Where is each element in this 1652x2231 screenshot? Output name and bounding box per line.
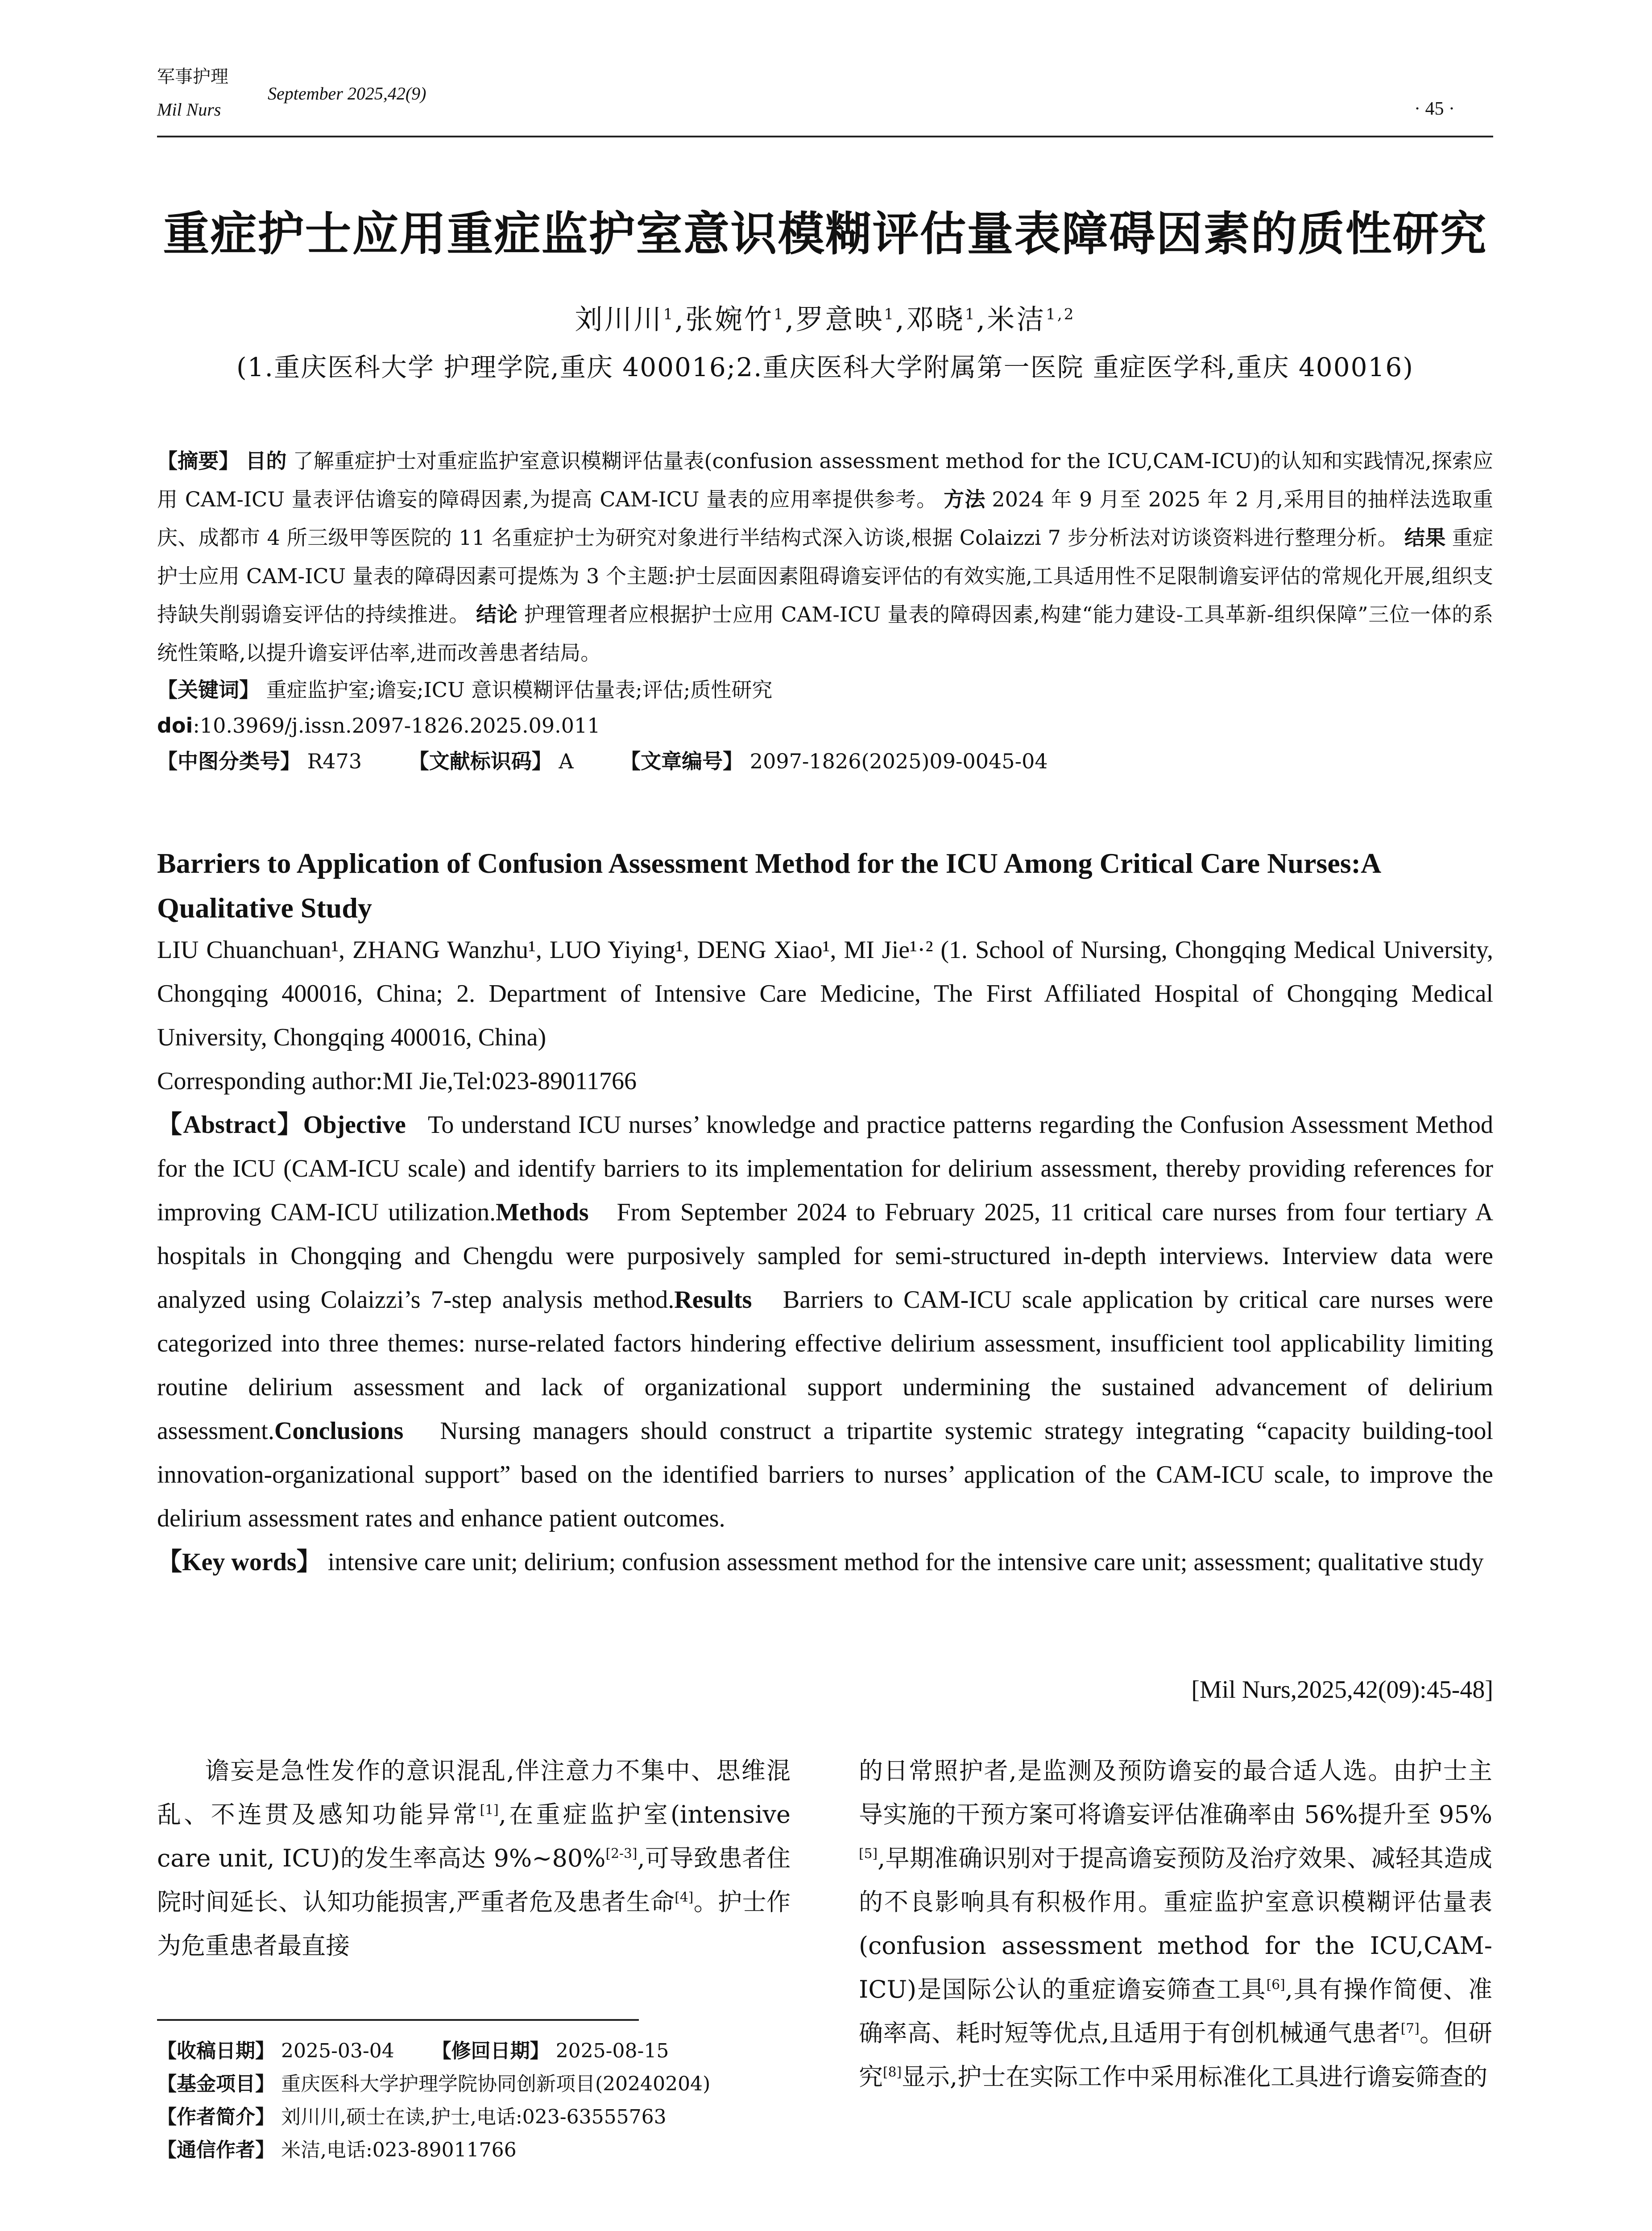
authors-cn: 刘川川$^1$,张婉竹$^1$,罗意映$^1$,邓晓$^1$,米洁$^{1,2}$ xyxy=(575,303,1076,336)
page-number: · 45 · xyxy=(1414,99,1455,119)
results-text: 重症护士应用 CAM-ICU 量表的障碍因素可提炼为 3 个主题:护士层面因素阻碍谵妄评估的有效实施,工具适用性不足限制谵妄评估的常规化开展,组织支持缺失削弱谵妄评估的持续推进。 xyxy=(157,526,1494,626)
authors-en: LIU Chuanchuan¹, ZHANG Wanzhu¹, LUO Yiying¹, DENG Xiao¹, MI Jie¹·² (1. School of Nursing, Chongqing Medical University, Chongqing 400016, China; 2. Department of Intensive Care Medicine, The First Affiliated Hospital of Chongqing Medical University, Chongqing 400016, China) xyxy=(157,936,1493,1051)
article-number-value: 2097-1826(2025)09-0045-04 xyxy=(749,749,1048,773)
footnote-dates xyxy=(157,2035,804,2068)
citation-ref: [7] xyxy=(1400,2021,1420,2036)
author-name: 罗意映 xyxy=(795,303,884,336)
footnote-rule xyxy=(157,2019,639,2021)
article-number-label: 【文章编号】 xyxy=(620,749,744,773)
keywords-en-label: 【Key words】 xyxy=(157,1548,322,1576)
doi-line xyxy=(157,708,1493,743)
affiliations-cn: (1.重庆医科大学 护理学院,重庆 400016;2.重庆医科大学附属第一医院 重症医学科,重庆 400016) xyxy=(236,352,1414,382)
body-text: 谵妄是急性发作的意识混乱,伴注意力不集中、思维混乱、不连贯及感知功能异常 xyxy=(157,1757,791,1829)
citation: [Mil Nurs,2025,42(09):45-48] xyxy=(1191,1676,1493,1704)
doc-code-value: A xyxy=(559,749,574,773)
body-text: ,具有操作简便、准确率高、耗时短等优点,且适用于有创机械通气患者 xyxy=(859,1975,1492,2047)
methods-text: 2024 年 9 月至 2025 年 2 月,采用目的抽样法选取重庆、成都市 4 所三级甲等医院的 11 名重症护士为研究对象进行半结构式深入访谈,根据 Colaizzi 7 步分析法对访谈资料进行整理分析。 xyxy=(157,487,1494,550)
keywords-en-text: intensive care unit; delirium; confusion assessment method for the intensive care unit; assessment; qualitative study xyxy=(327,1548,1484,1576)
conclusion-label: 结论 xyxy=(476,602,518,626)
journal-name-cn: 军事护理 xyxy=(157,66,228,87)
keywords-cn xyxy=(157,672,1493,708)
clc-value: R473 xyxy=(307,749,362,773)
methods-en-label: Methods xyxy=(496,1198,589,1226)
author-name: 刘川川 xyxy=(575,303,663,336)
objective-text: 了解重症护士对重症监护室意识模糊评估量表(confusion assessment method for the ICU,CAM-ICU)的认知和实践情况,探索应用 CAM-ICU 量表评估谵妄的障碍因素,为提高 CAM-ICU 量表的应用率提供参考。 xyxy=(157,449,1494,511)
abstract-label: 【摘要】 xyxy=(157,449,240,473)
abstract-en xyxy=(157,1103,1493,1584)
corresponding-text: 米洁,电话:023-89011766 xyxy=(281,2139,517,2161)
received-date: 2025-03-04 xyxy=(281,2040,394,2062)
conclusions-en-text: Nursing managers should construct a tripartite systemic strategy integrating “capacity building-tool innovation-organizational support” based on the identified barriers to nurses’ application of the CAM-ICU scale, to improve the delirium assessment rates and enhance patient outcomes. xyxy=(157,1417,1493,1532)
keywords-en xyxy=(157,1540,1493,1584)
objective-label: 目的 xyxy=(245,449,287,473)
journal-name-en: Mil Nurs xyxy=(157,100,221,120)
keywords-text: 重症监护室;谵妄;ICU 意识模糊评估量表;评估;质性研究 xyxy=(266,678,773,702)
conclusions-en-label: Conclusions xyxy=(274,1417,404,1445)
received-label: 【收稿日期】 xyxy=(157,2040,275,2062)
results-en-text: Barriers to CAM-ICU scale application by critical care nurses were categorized into three themes: nurse-related factors hindering effective delirium assessment, insufficient tool applicability limiting routine delirium assessment and lack of organizational support undermining the sustained advancement of delirium assessment. xyxy=(157,1286,1493,1445)
author-bio-text: 刘川川,硕士在读,护士,电话:023-63555763 xyxy=(281,2106,667,2128)
body-text: 。但研究 xyxy=(859,2019,1492,2091)
author-name: 张婉竹 xyxy=(685,303,774,336)
doc-code-label: 【文献标识码】 xyxy=(408,749,552,773)
author-affil-sup: 1 xyxy=(773,305,785,323)
author-name: 邓晓 xyxy=(906,303,965,336)
corresponding-label: 【通信作者】 xyxy=(157,2139,275,2161)
revised-label: 【修回日期】 xyxy=(431,2040,550,2062)
results-label: 结果 xyxy=(1404,526,1446,550)
doi-label: doi xyxy=(157,713,193,738)
issue-info: September 2025,42(9) xyxy=(268,83,426,104)
body-text: 的日常照护者,是监测及预防谵妄的最合适人选。由护士主导实施的干预方案可将谵妄评估准确率由 56%提升至 95% xyxy=(859,1757,1492,1829)
objective-en-text: To understand ICU nurses’ knowledge and practice patterns regarding the Confusion Assessment Method for the ICU (CAM-ICU scale) and identify barriers to its implementation for delirium assessment, thereby providing references for improving CAM-ICU utilization. xyxy=(157,1111,1494,1226)
author-affil-sup: 1 xyxy=(663,305,675,323)
abstract-cn xyxy=(157,442,1493,779)
author-affil-sup: 1,2 xyxy=(1046,305,1076,323)
footnote-author xyxy=(157,2101,804,2134)
body-text: 。护士作为危重患者最直接 xyxy=(157,1888,791,1960)
results-en-label: Results xyxy=(674,1286,752,1314)
body-text: ,在重症监护室(intensive care unit, ICU)的发生率高达 9%~80% xyxy=(157,1800,791,1872)
abstract-en-label: 【Abstract】 xyxy=(157,1111,303,1139)
doi-value: :10.3969/j.issn.2097-1826.2025.09.011 xyxy=(193,713,600,738)
keywords-label: 【关键词】 xyxy=(157,678,260,702)
author-affil-sup: 1 xyxy=(884,305,896,323)
fund-label: 【基金项目】 xyxy=(157,2073,275,2095)
revised-date: 2025-08-15 xyxy=(555,2040,669,2062)
citation-ref: [6] xyxy=(1266,1977,1285,1993)
body-left-column xyxy=(157,1749,791,1968)
fund-text: 重庆医科大学护理学院协同创新项目(20240204) xyxy=(281,2073,711,2095)
body-text: ,可导致患者住院时间延长、认知功能损害,严重者危及患者生命 xyxy=(157,1844,791,1916)
body-text: ,早期准确识别对于提高谵妄预防及治疗效果、减轻其造成的不良影响具有积极作用。重症监护室意识模糊评估量表(confusion assessment method for the ICU,CAM-ICU)是国际公认的重症谵妄筛查工具 xyxy=(859,1844,1492,2003)
clc-label: 【中图分类号】 xyxy=(157,749,301,773)
title-en: Barriers to Application of Confusion Assessment Method for the ICU Among Critical Care Nurses:A Qualitative Study xyxy=(157,847,1380,924)
citation-ref: [2-3] xyxy=(605,1846,638,1862)
footnotes xyxy=(157,2035,804,2167)
methods-en-text: From September 2024 to February 2025, 11 critical care nurses from four tertiary A hospitals in Chongqing and Chengdu were purposively sampled for semi-structured in-depth interviews. Interview data were analyzed using Colaizzi’s 7-step analysis method. xyxy=(157,1198,1494,1314)
citation-ref: [1] xyxy=(480,1802,499,1818)
footnote-corresponding xyxy=(157,2134,804,2167)
body-right-column xyxy=(859,1749,1492,2099)
classification-line xyxy=(157,743,1493,779)
author-affil-sup: 1 xyxy=(965,305,977,323)
author-bio-label: 【作者简介】 xyxy=(157,2106,275,2128)
header-rule xyxy=(157,136,1493,137)
body-text: 显示,护士在实际工作中采用标准化工具进行谵妄筛查的 xyxy=(902,2063,1488,2091)
citation-ref: [4] xyxy=(675,1890,694,1905)
footnote-fund xyxy=(157,2068,804,2101)
conclusion-text: 护理管理者应根据护士应用 CAM-ICU 量表的障碍因素,构建“能力建设-工具革新-组织保障”三位一体的系统性策略,以提升谵妄评估率,进而改善患者结局。 xyxy=(157,602,1494,665)
citation-ref: [5] xyxy=(859,1846,878,1862)
corresponding-author: Corresponding author:MI Jie,Tel:023-89011766 xyxy=(157,1067,637,1095)
citation-ref: [8] xyxy=(883,2065,902,2080)
author-name: 米洁 xyxy=(987,303,1046,336)
objective-en-label: Objective xyxy=(303,1111,406,1139)
title-cn: 重症护士应用重症监护室意识模糊评估量表障碍因素的质性研究 xyxy=(163,207,1487,261)
methods-label: 方法 xyxy=(944,487,986,511)
